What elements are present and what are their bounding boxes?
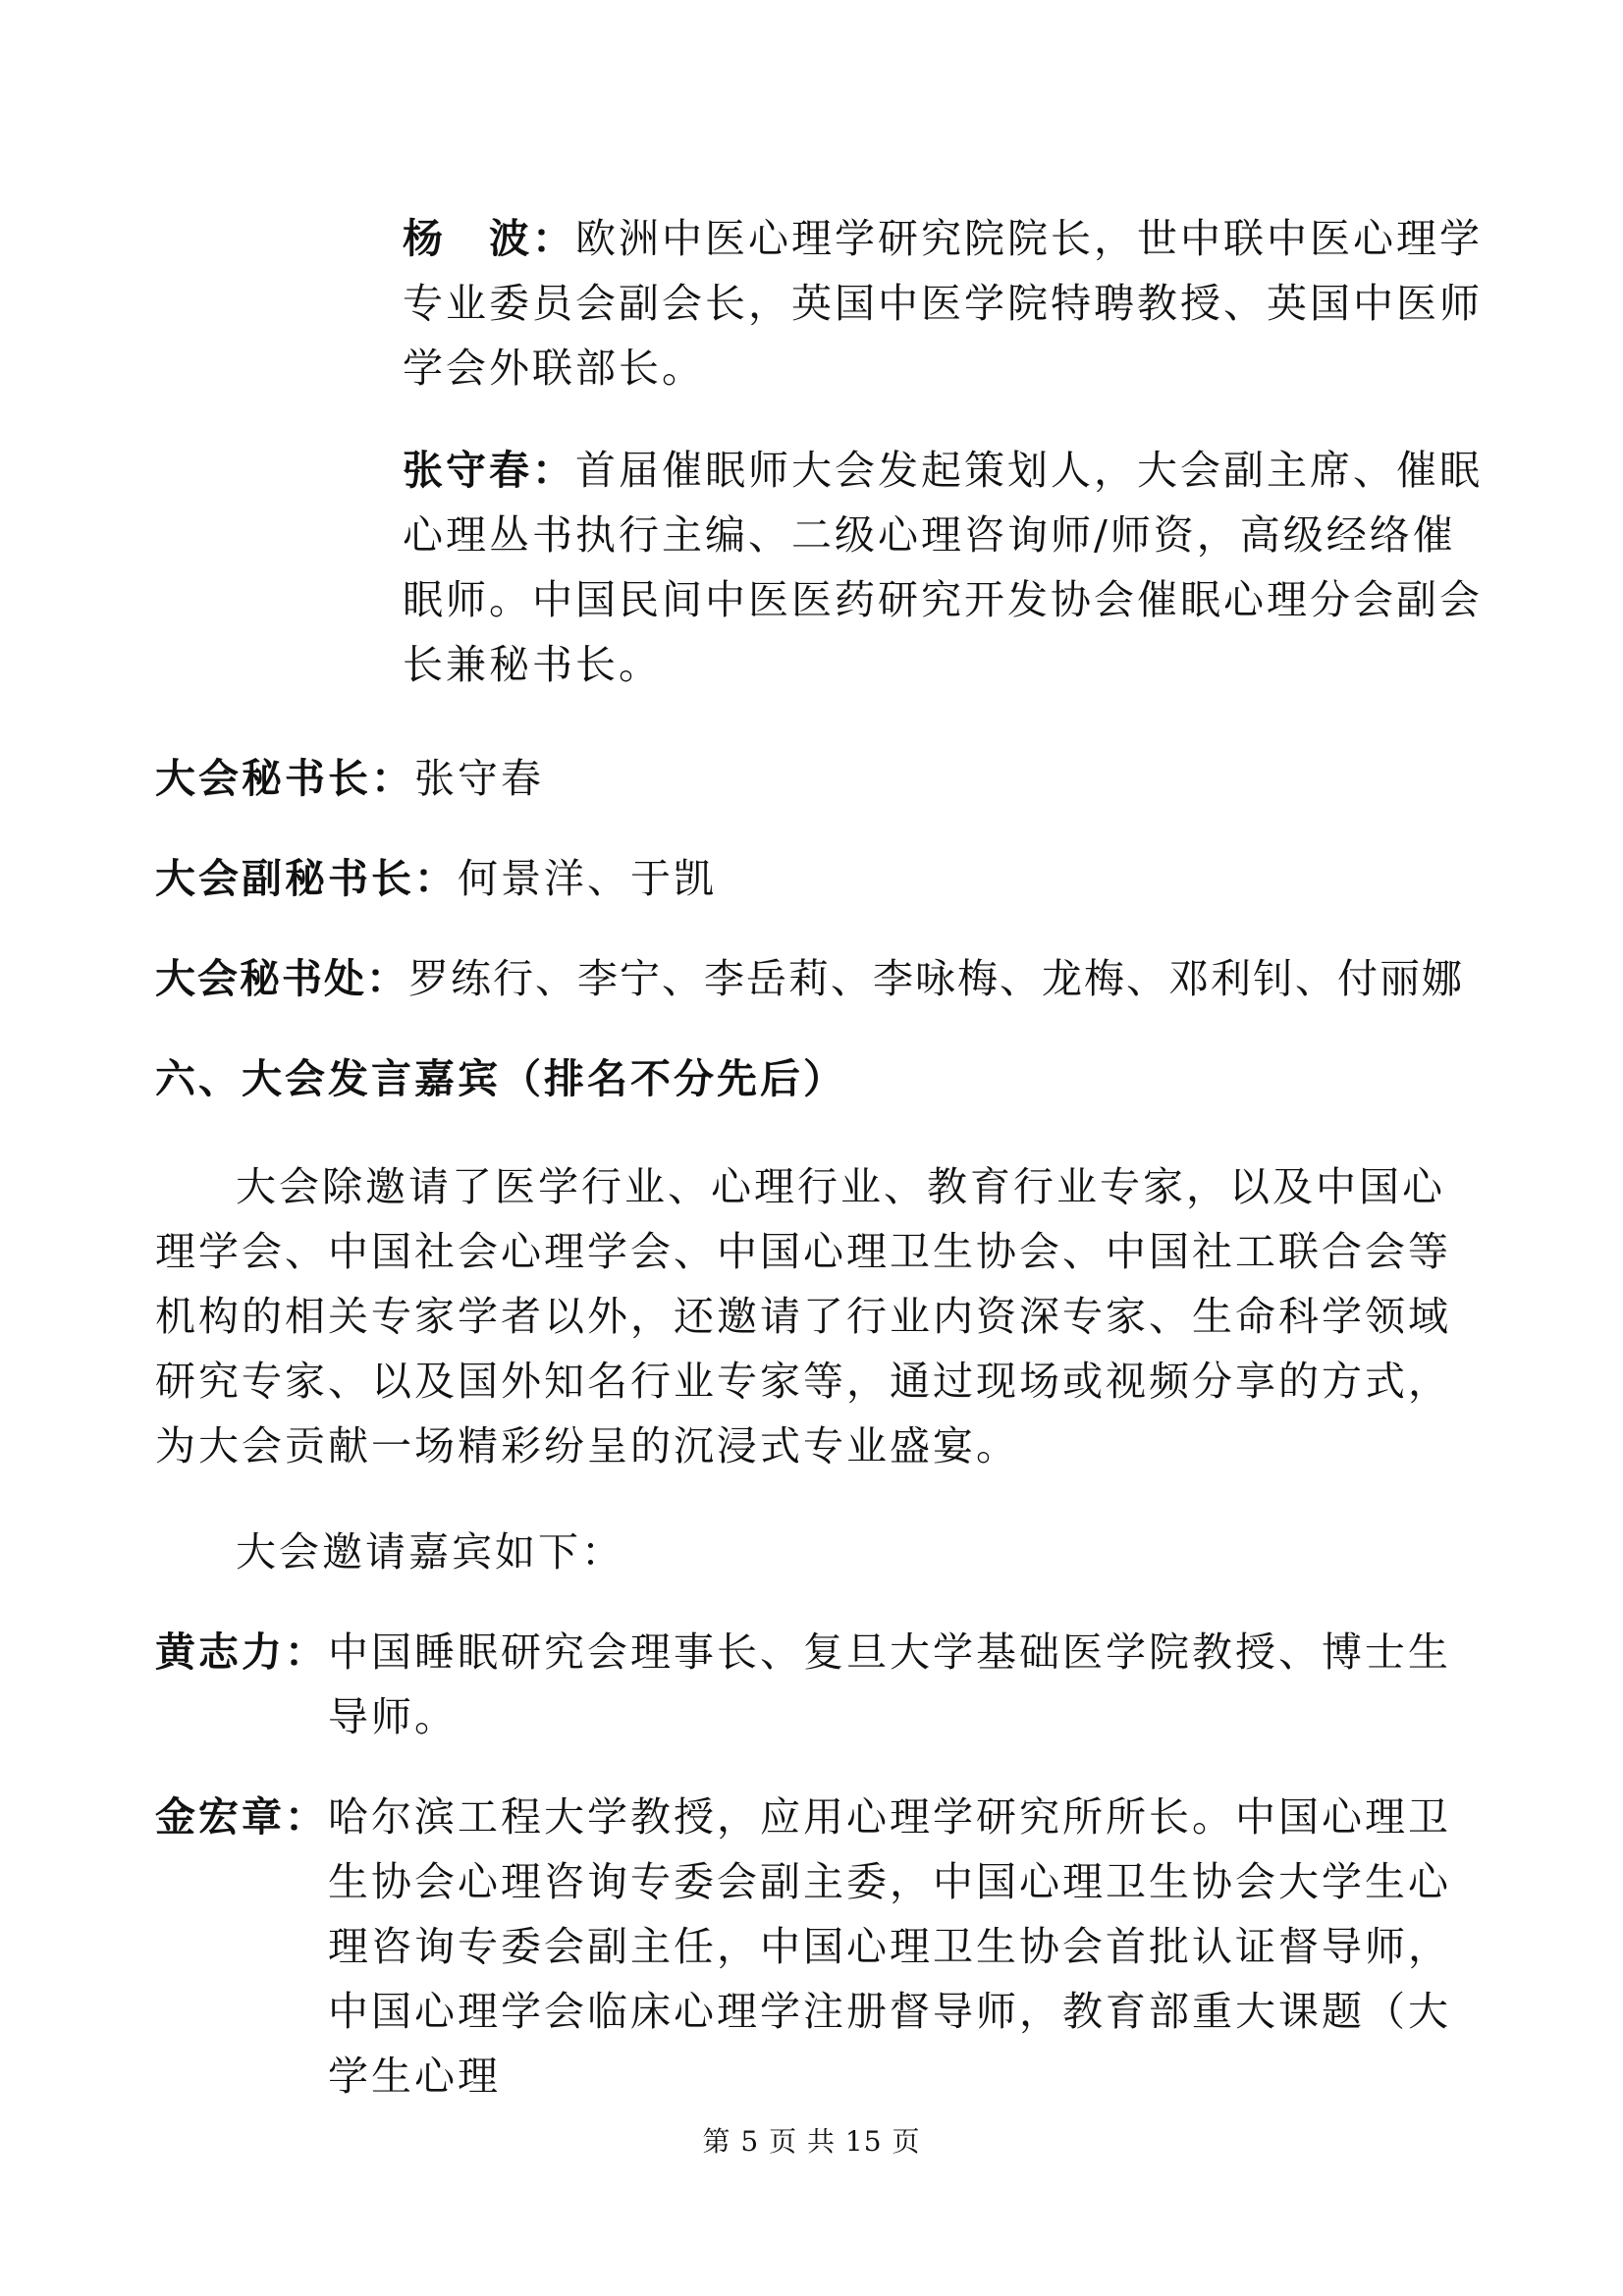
secretary-general-value: 张守春 [414, 755, 544, 802]
guest-huang-zhili [155, 1620, 1483, 1749]
secretary-general-line [155, 746, 544, 811]
entry-name: 杨 波： [403, 215, 575, 262]
guest-desc: 中国睡眠研究会理事长、复旦大学基础医学院教授、博士生导师。 [328, 1629, 1451, 1740]
entry-name: 张守春： [403, 447, 575, 494]
invite-line: 大会邀请嘉宾如下： [236, 1528, 624, 1575]
guest-jin-hongzhang [155, 1785, 1483, 2109]
secretary-general-label: 大会秘书长： [155, 755, 414, 802]
secretariat-office-line [155, 946, 1464, 1011]
entry-desc: 首届催眠师大会发起策划人，大会副主席、催眠心理丛书执行主编、二级心理咨询师/师资，高级经络催眠师。中国民间中医医药研究开发协会催眠心理分会副会长兼秘书长。 [403, 447, 1483, 688]
deputy-secretary-value: 何景洋、于凯 [458, 855, 717, 902]
secretariat-office-label: 大会秘书处： [155, 955, 408, 1002]
deputy-secretary-line [155, 846, 717, 911]
page-number: 第 5 页 共 15 页 [702, 2125, 921, 2158]
section-heading: 六、大会发言嘉宾（排名不分先后） [155, 1055, 846, 1102]
guest-desc: 哈尔滨工程大学教授，应用心理学研究所所长。中国心理卫生协会心理咨询专委会副主委，中国心理卫生协会大学生心理咨询专委会副主任，中国心理卫生协会首批认证督导师，中国心理学会临床心理学注册督导师，教育部重大课题（大学生心理 [328, 1793, 1451, 2100]
guest-name: 黄志力： [155, 1629, 328, 1676]
guest-name: 金宏章： [155, 1793, 328, 1841]
entry-zhang-shouchun [403, 438, 1483, 697]
intro-paragraph: 大会除邀请了医学行业、心理行业、教育行业专家，以及中国心理学会、中国社会心理学会、中国心理卫生协会、中国社工联合会等机构的相关专家学者以外，还邀请了行业内资深专家、生命科学领域研究专家、以及国外知名行业专家等，通过现场或视频分享的方式，为大会贡献一场精彩纷呈的沉浸式专业盛宴。 [155, 1163, 1451, 1469]
secretariat-office-value: 罗练行、李宁、李岳莉、李咏梅、龙梅、邓利钊、付丽娜 [408, 955, 1464, 1002]
entry-yang-bo [403, 206, 1483, 400]
entry-desc: 欧洲中医心理学研究院院长，世中联中医心理学专业委员会副会长，英国中医学院特聘教授、英国中医师学会外联部长。 [403, 215, 1483, 392]
deputy-secretary-label: 大会副秘书长： [155, 855, 458, 902]
